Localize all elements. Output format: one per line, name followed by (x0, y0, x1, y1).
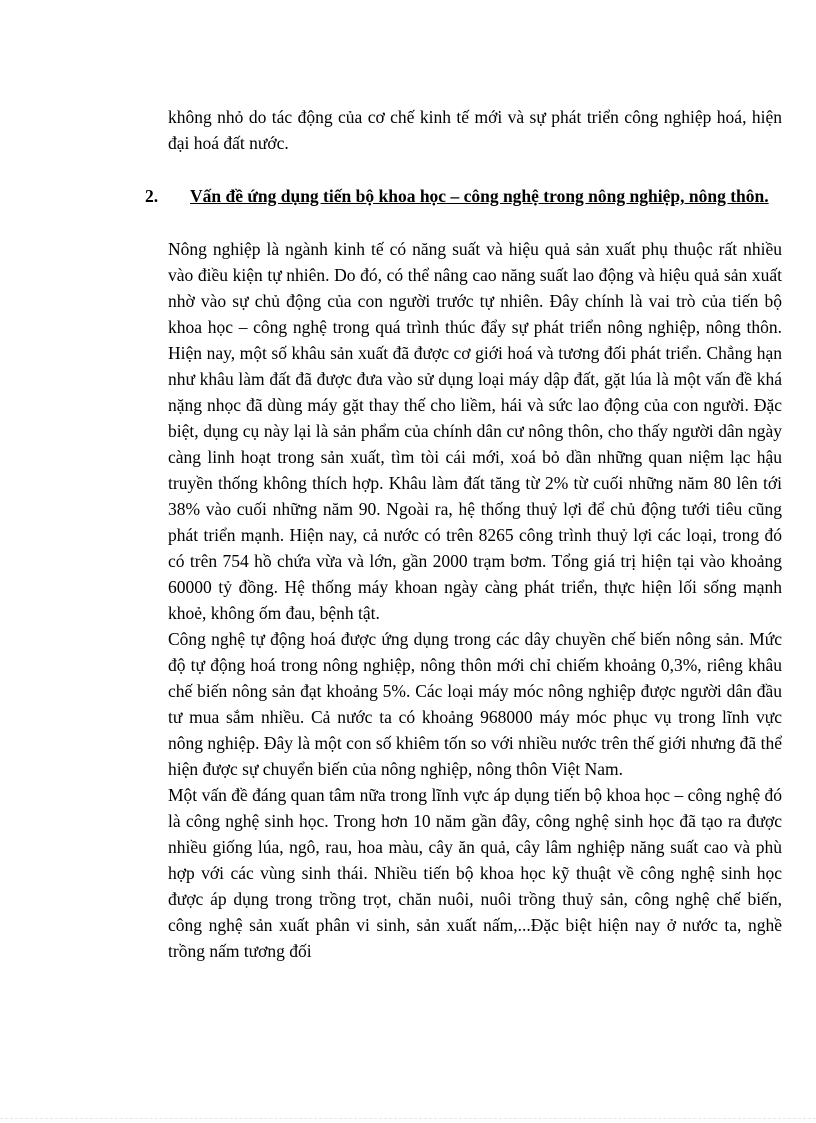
body-paragraph-2: Công nghệ tự động hoá được ứng dụng trong các dây chuyền chế biến nông sản. Mức độ tự động hoá trong nông nghiệp, nông thôn mới chỉ chiếm khoảng 0,3%, riêng khâu chế biến nông sản đạt khoảng 5%. Các loại máy móc nông nghiệp được người dân đầu tư mua sắm nhiều. Cả nước ta có khoảng 968000 máy móc phục vụ trong lĩnh vực nông nghiệp. Đây là một con số khiêm tốn so với nhiều nước trên thế giới nhưng đã thể hiện được sự chuyển biến của nông nghiệp, nông thôn Việt Nam. (168, 629, 782, 779)
section-title: Vấn đề ứng dụng tiến bộ khoa học – công nghệ trong nông nghiệp, nông thôn. (190, 186, 769, 206)
page-bottom-divider (0, 1118, 816, 1120)
body-paragraph-1: Nông nghiệp là ngành kinh tế có năng suất và hiệu quả sản xuất phụ thuộc rất nhiều vào điều kiện tự nhiên. Do đó, có thể nâng cao năng suất lao động và hiệu quả sản xuất nhờ vào sự chủ động của con người trước tự nhiên. Đây chính là vai trò của tiến bộ khoa học – công nghệ trong quá trình thúc đẩy sự phát triển nông nghiệp, nông thôn. Hiện nay, một số khâu sản xuất đã được cơ giới hoá và tương đối phát triển. Chẳng hạn như khâu làm đất đã được đưa vào sử dụng loại máy dập đất, gặt lúa là một vấn đề khá nặng nhọc đã dùng máy gặt thay thế cho liềm, hái và sức lao động của con người. Đặc biệt, dụng cụ này lại là sản phẩm của chính dân cư nông thôn, cho thấy người dân ngày càng linh hoạt trong sản xuất, tìm tòi cái mới, xoá bỏ dần những quan niệm lạc hậu truyền thống không thích hợp. Khâu làm đất tăng từ 2% từ cuối những năm 80 lên tới 38% vào cuối những năm 90. Ngoài ra, hệ thống thuỷ lợi để chủ động tưới tiêu cũng phát triển mạnh. Hiện nay, cả nước có trên 8265 công trình thuỷ lợi các loại, trong đó có trên 754 hồ chứa vừa và lớn, gần 2000 trạm bơm. Tổng giá trị hiện tại vào khoảng 60000 tỷ đồng. Hệ thống máy khoan ngày càng phát triển, thực hiện lối sống mạnh khoẻ, không ốm đau, bệnh tật. (168, 239, 782, 623)
section-body (168, 236, 782, 964)
intro-paragraph: không nhỏ do tác động của cơ chế kinh tế mới và sự phát triển công nghiệp hoá, hiện đại hoá đất nước. (168, 107, 782, 153)
body-paragraph-3: Một vấn đề đáng quan tâm nữa trong lĩnh vực áp dụng tiến bộ khoa học – công nghệ đó là công nghệ sinh học. Trong hơn 10 năm gần đây, công nghệ sinh học đã tạo ra được nhiều giống lúa, ngô, rau, hoa màu, cây ăn quả, cây lâm nghiệp năng suất cao và phù hợp với các vùng sinh thái. Nhiều tiến bộ khoa học kỹ thuật về công nghệ sinh học được áp dụng trong trồng trọt, chăn nuôi, nuôi trồng thuỷ sản, công nghệ chế biến, công nghệ sản xuất phân vi sinh, sản xuất nấm,...Đặc biệt hiện nay ở nước ta, nghề trồng nấm tương đối (168, 785, 782, 961)
section-number: 2. (145, 186, 159, 206)
